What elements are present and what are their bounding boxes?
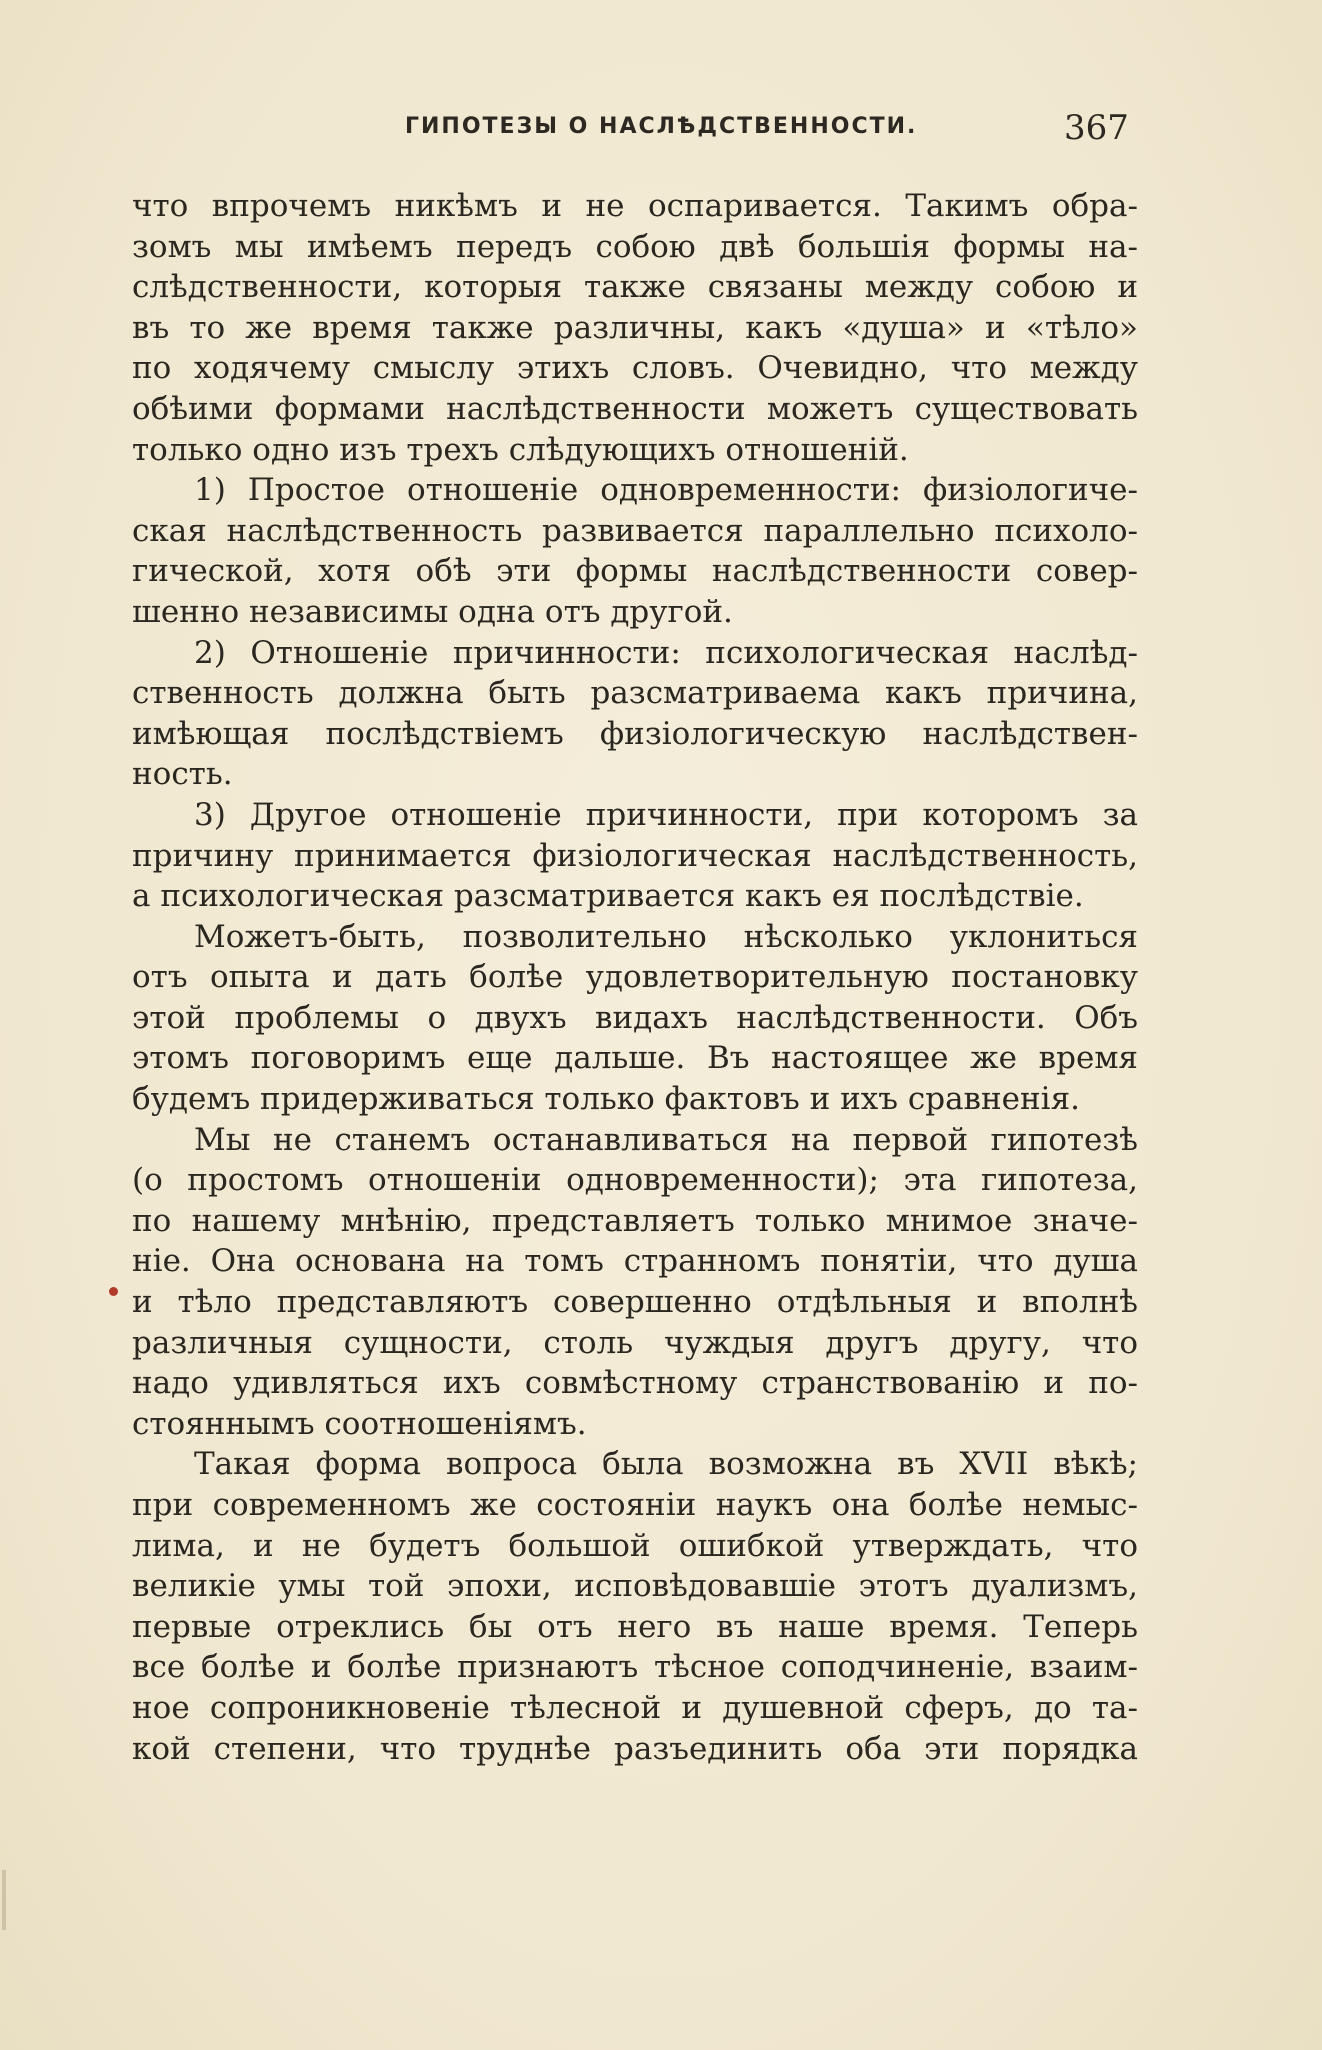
text-line: имѣющая послѣдствіемъ физіологическую наслѣдствен- xyxy=(132,715,1138,752)
text-line: 2) Отношеніе причинности: психологическая наслѣд- xyxy=(194,634,1138,671)
text-line: великіе умы той эпохи, исповѣдовавшіе этотъ дуализмъ, xyxy=(132,1568,1138,1605)
text-line: первые отреклись бы отъ него въ наше время. Теперь xyxy=(132,1608,1138,1645)
page-header xyxy=(0,108,1322,152)
text-line: ніе. Она основана на томъ странномъ понятіи, что душа xyxy=(132,1243,1138,1280)
text-line: а психологическая разсматривается какъ ея послѣдствіе. xyxy=(132,878,1084,915)
text-line: ственность должна быть разсматриваема какъ причина, xyxy=(132,675,1138,712)
page-edge-mark xyxy=(2,1870,6,1930)
running-title: ГИПОТЕЗЫ О НАСЛѢДСТВЕННОСТИ. xyxy=(405,114,918,139)
text-line: ное сопроникновеніе тѣлесной и душевной сферъ, до та- xyxy=(132,1689,1138,1726)
text-line: гической, хотя обѣ эти формы наслѣдственности совер- xyxy=(132,553,1138,590)
text-line: въ то же время также различны, какъ «душа» и «тѣло» xyxy=(132,309,1138,346)
text-line: кой степени, что труднѣе разъединить оба эти порядка xyxy=(132,1730,1138,1767)
text-line: все болѣе и болѣе признаютъ тѣсное соподчиненіе, взаим- xyxy=(132,1649,1138,1686)
text-line: Можетъ-быть, позволительно нѣсколько уклониться xyxy=(194,918,1138,955)
text-line: надо удивляться ихъ совмѣстному странствованію и по- xyxy=(132,1365,1138,1402)
page-number: 367 xyxy=(1064,108,1129,148)
text-line: при современномъ же состояніи наукъ она болѣе немыс- xyxy=(132,1487,1138,1523)
text-line: по нашему мнѣнію, представляетъ только мнимое значе- xyxy=(132,1202,1138,1239)
text-line: будемъ придерживаться только фактовъ и ихъ сравненія. xyxy=(132,1081,1080,1118)
text-line: что впрочемъ никѣмъ и не оспаривается. Такимъ обра- xyxy=(132,188,1138,224)
margin-mark xyxy=(109,1287,118,1296)
body-text xyxy=(132,186,1138,1769)
text-line: зомъ мы имѣемъ передъ собою двѣ большія формы на- xyxy=(132,228,1138,265)
text-line: только одно изъ трехъ слѣдующихъ отношеній. xyxy=(132,431,909,468)
text-line: причину принимается физіологическая наслѣдственность, xyxy=(132,837,1138,874)
text-line: отъ опыта и дать болѣе удовлетворительную постановку xyxy=(132,959,1138,996)
text-line: этомъ поговоримъ еще дальше. Въ настоящее же время xyxy=(132,1040,1138,1077)
text-line: Такая форма вопроса была возможна въ XVII вѣкѣ; xyxy=(194,1446,1138,1483)
text-line: этой проблемы о двухъ видахъ наслѣдственности. Объ xyxy=(132,999,1138,1036)
text-line: и тѣло представляютъ совершенно отдѣльныя и вполнѣ xyxy=(132,1284,1138,1321)
text-line: 1) Простое отношеніе одновременности: физіологиче- xyxy=(194,472,1138,509)
text-line: слѣдственности, которыя также связаны между собою и xyxy=(132,269,1138,306)
text-line: обѣими формами наслѣдственности можетъ существовать xyxy=(132,390,1138,427)
text-line: ность. xyxy=(132,756,233,793)
text-line: различныя сущности, столь чуждыя другъ другу, что xyxy=(132,1324,1138,1361)
text-line: шенно независимы одна отъ другой. xyxy=(132,593,733,630)
text-line: по ходячему смыслу этихъ словъ. Очевидно, что между xyxy=(132,350,1138,387)
text-line: стояннымъ соотношеніямъ. xyxy=(132,1405,587,1442)
text-line: лима, и не будетъ большой ошибкой утверждать, что xyxy=(132,1527,1138,1564)
text-line: (о простомъ отношеніи одновременности); эта гипотеза, xyxy=(132,1162,1138,1199)
text-line: ская наслѣдственность развивается параллельно психоло- xyxy=(132,512,1138,549)
text-line: Мы не станемъ останавливаться на первой гипотезѣ xyxy=(194,1121,1138,1158)
text-line: 3) Другое отношеніе причинности, при которомъ за xyxy=(194,796,1138,833)
